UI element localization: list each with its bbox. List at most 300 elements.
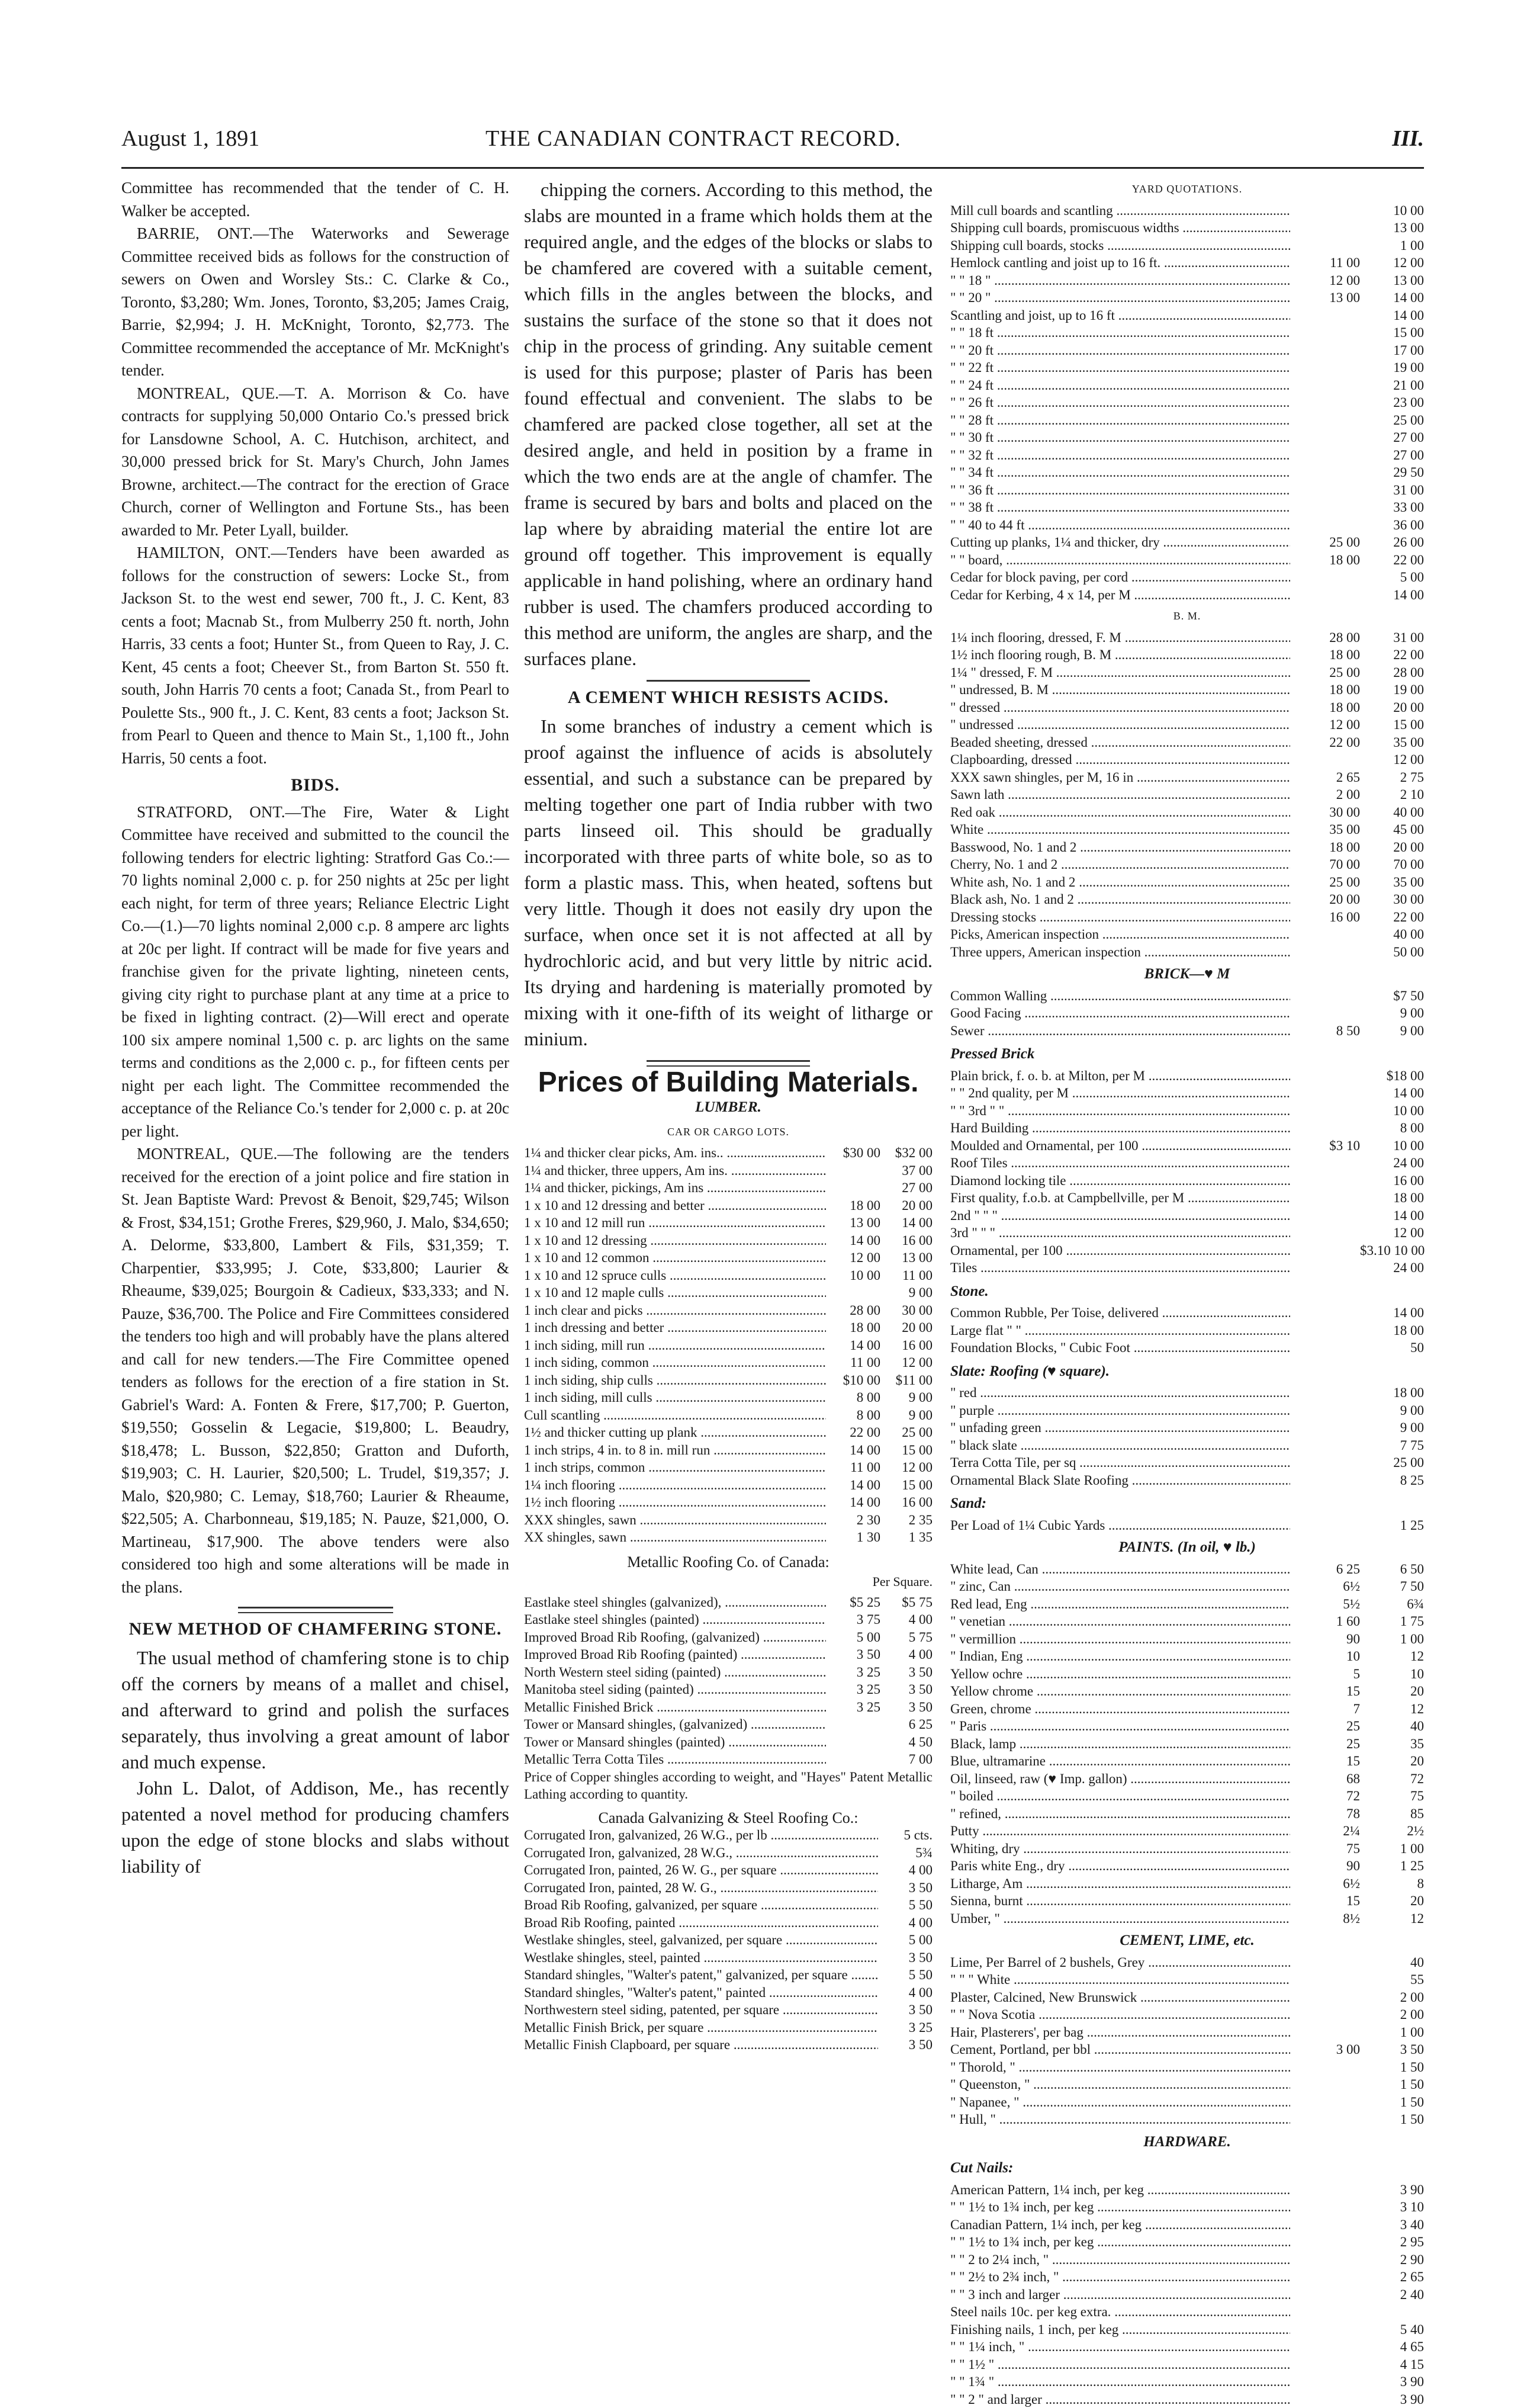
item-label: 1 inch dressing and better ..... <box>524 1319 826 1337</box>
price-high: 18 00 <box>1360 1322 1424 1340</box>
item-label: Moulded and Ornamental, per 100 ..... <box>950 1137 1290 1155</box>
article-paragraph: HAMILTON, ONT.—Tenders have been awarded as follows for the construction of sewers: Locke St., from Jackson St. to the west end sewer, 700 ft., J. C. Kent, 83 cents a foot; Macnab St., from Mulberry 250 ft. north, John Harris, 33 cents a foot; Hunter St., from Queen to Ray, J. C. Kent, 45 cents a foot; Cheever St., from Barton St. 550 ft. south, John Harris 70 cents a foot; Canada St., from Pearl to Poulette Sts., 900 ft., J. C. Kent, 83 cents a foot; Jackson St. from Pearl to Queen and thence to Main St., 1,100 ft., John Harris, 50 cents a foot. <box>121 541 509 769</box>
price-low: $3 10 <box>1290 1137 1360 1155</box>
price-low: 2¼ <box>1290 1822 1360 1840</box>
price-row <box>950 324 1424 342</box>
item-label: 1¼ and thicker clear picks, Am. ins.. ..... <box>524 1144 826 1162</box>
price-row <box>950 307 1424 325</box>
price-row <box>524 1389 933 1407</box>
price-row <box>524 1751 933 1768</box>
price-row <box>950 516 1424 534</box>
price-high: 8 00 <box>1360 1119 1424 1137</box>
galvanizing-price-list <box>524 1826 933 2054</box>
item-label: 1¼ and thicker, pickings, Am ins ..... <box>524 1179 826 1197</box>
item-label: 1 inch siding, mill run ..... <box>524 1337 826 1354</box>
price-row <box>950 1954 1424 1972</box>
item-label: XXX shingles, sawn ..... <box>524 1511 826 1529</box>
price-row <box>950 1989 1424 2006</box>
price-low: 28 00 <box>826 1302 880 1319</box>
price-low: 14 00 <box>826 1441 880 1459</box>
price-row <box>950 272 1424 290</box>
price-row <box>950 2286 1424 2304</box>
lumber-price-list <box>524 1144 933 1546</box>
price-row <box>950 856 1424 874</box>
price-row <box>950 1084 1424 1102</box>
price-low: 8 00 <box>826 1407 880 1424</box>
item-label: 1½ and thicker cutting up plank ..... <box>524 1424 826 1441</box>
price-row <box>950 2391 1424 2408</box>
price-low: 15 <box>1290 1892 1360 1910</box>
price-low: 18 00 <box>1290 699 1360 717</box>
price-high: 20 <box>1360 1683 1424 1700</box>
item-label: Picks, American inspection ..... <box>950 926 1290 943</box>
price-high: 27 00 <box>880 1179 933 1197</box>
price-row <box>950 1207 1424 1225</box>
price-high: 2 75 <box>1360 769 1424 786</box>
price-high: 7 75 <box>1360 1437 1424 1455</box>
item-label: Improved Broad Rib Roofing (painted) ..... <box>524 1646 826 1664</box>
price-low: $10 00 <box>826 1372 880 1389</box>
page-number: III. <box>1392 126 1424 152</box>
price-high: 1 50 <box>1360 2076 1424 2094</box>
price-row <box>524 1699 933 1716</box>
pressed-brick-heading: Pressed Brick <box>950 1043 1424 1066</box>
price-row <box>950 1910 1424 1928</box>
price-low: 10 <box>1290 1648 1360 1665</box>
item-label: " " 30 ft ..... <box>950 429 1290 447</box>
price-high: $11 00 <box>880 1372 933 1389</box>
item-label: " " 2½ to 2¾ inch, " ..... <box>950 2268 1290 2286</box>
price-low: 7 <box>1290 1700 1360 1718</box>
price-high: 22 00 <box>1360 646 1424 664</box>
article-paragraph: In some branches of industry a cement which is proof against the influence of acids is absolutely essential, and such a substance can be prepared by melting together one part of India rubber with two parts linseed oil. This should be gradually incorporated with three parts of white bole, so as to form a plastic mass. This, when heated, softens but very little. Though it does not easily dry upon the surface, when once set it is not affected at all by hydrochloric acid, and but very little by nitric acid. Its drying and hardening is materially promoted by mixing with it one-fifth of its weight of litharge or minium. <box>524 713 933 1052</box>
price-high: 15 00 <box>1360 716 1424 734</box>
price-high: 13 00 <box>1360 219 1424 237</box>
price-row <box>524 1424 933 1441</box>
price-low: 18 00 <box>1290 681 1360 699</box>
price-high: 6 50 <box>1360 1561 1424 1578</box>
item-label: White ..... <box>950 821 1290 839</box>
item-label: " " Nova Scotia ..... <box>950 2006 1290 2024</box>
price-row <box>524 1861 933 1879</box>
price-high: 5 75 <box>880 1629 933 1646</box>
price-low: 2 65 <box>1290 769 1360 786</box>
price-high: 3 50 <box>880 1664 933 1681</box>
price-high: 15 00 <box>1360 324 1424 342</box>
price-high: 29 50 <box>1360 464 1424 481</box>
price-row <box>524 2019 933 2037</box>
price-row <box>950 1613 1424 1630</box>
price-low: 3 25 <box>826 1699 880 1716</box>
price-low: 13 00 <box>826 1214 880 1232</box>
price-high: 5 50 <box>878 1896 933 1914</box>
price-row <box>950 1517 1424 1534</box>
price-row <box>524 1984 933 2002</box>
price-low: 25 <box>1290 1735 1360 1753</box>
price-row <box>950 1822 1424 1840</box>
price-high: 4 00 <box>878 1914 933 1932</box>
item-label: North Western steel siding (painted) ..... <box>524 1664 826 1681</box>
cut-nails-heading: Cut Nails: <box>950 2157 1424 2180</box>
price-high: 10 00 <box>1360 202 1424 220</box>
item-label: 1¼ and thicker, three uppers, Am ins. ..... <box>524 1162 826 1180</box>
price-low: 28 00 <box>1290 629 1360 647</box>
price-high: 20 00 <box>1360 839 1424 856</box>
item-label: 1 x 10 and 12 dressing and better ..... <box>524 1197 826 1215</box>
price-row <box>950 786 1424 804</box>
price-row <box>950 2373 1424 2391</box>
price-high: 13 00 <box>880 1249 933 1267</box>
item-label: Corrugated Iron, galvanized, 28 W.G., ..... <box>524 1844 878 1862</box>
price-row <box>950 1454 1424 1472</box>
section-divider <box>647 680 810 682</box>
item-label: " " " White ..... <box>950 1971 1290 1989</box>
price-row <box>524 1302 933 1319</box>
item-label: " Paris ..... <box>950 1717 1290 1735</box>
price-high: 4 00 <box>878 1984 933 2002</box>
price-row <box>524 1896 933 1914</box>
price-row <box>950 586 1424 604</box>
item-label: Three uppers, American inspection ..... <box>950 943 1290 961</box>
price-low: 90 <box>1290 1630 1360 1648</box>
item-label: Sewer ..... <box>950 1022 1290 1040</box>
item-label: Red lead, Eng ..... <box>950 1595 1290 1613</box>
item-label: " zinc, Can ..... <box>950 1578 1290 1595</box>
price-high: 9 00 <box>1360 1022 1424 1040</box>
price-row <box>950 821 1424 839</box>
price-high: 50 00 <box>1360 943 1424 961</box>
price-high: 4 50 <box>880 1733 933 1751</box>
item-label: " " 18 ft ..... <box>950 324 1290 342</box>
item-label: " " 24 ft ..... <box>950 377 1290 394</box>
price-row <box>950 891 1424 908</box>
price-high: $18 00 <box>1360 1067 1424 1085</box>
slate-heading: Slate: Roofing (♥ square). <box>950 1360 1424 1383</box>
price-row <box>950 2041 1424 2059</box>
item-label: Westlake shingles, steel, galvanized, per square ..... <box>524 1931 878 1949</box>
price-low: 2 00 <box>1290 786 1360 804</box>
price-high: 17 00 <box>1360 342 1424 359</box>
price-high: 1 00 <box>1360 2024 1424 2041</box>
price-high: 3 50 <box>878 2001 933 2019</box>
price-row <box>950 1595 1424 1613</box>
price-row <box>524 1629 933 1646</box>
price-row <box>950 2321 1424 2339</box>
yard-heading: YARD QUOTATIONS. <box>950 178 1424 201</box>
item-label: Shipping cull boards, stocks ..... <box>950 237 1290 255</box>
price-low: 8½ <box>1290 1910 1360 1928</box>
header-rule <box>121 167 1424 169</box>
price-high: 20 00 <box>1360 699 1424 717</box>
item-label: Improved Broad Rib Roofing, (galvanized) ..... <box>524 1629 826 1646</box>
price-high: 40 00 <box>1360 804 1424 821</box>
price-high: 14 00 <box>1360 1084 1424 1102</box>
price-high: 16 00 <box>1360 1172 1424 1190</box>
price-row <box>950 2356 1424 2374</box>
price-row <box>950 2268 1424 2286</box>
price-high: 15 00 <box>880 1476 933 1494</box>
item-label: " " 2 " and larger ..... <box>950 2391 1290 2408</box>
price-low: 5½ <box>1290 1595 1360 1613</box>
item-label: " Napanee, " ..... <box>950 2094 1290 2111</box>
price-low: 72 <box>1290 1787 1360 1805</box>
price-high: 5 40 <box>1360 2321 1424 2339</box>
item-label: Broad Rib Roofing, painted ..... <box>524 1914 878 1932</box>
price-high: $5 75 <box>880 1594 933 1611</box>
item-label: Plain brick, f. o. b. at Milton, per M ..... <box>950 1067 1290 1085</box>
price-high: 14 00 <box>1360 1207 1424 1225</box>
price-high: 19 00 <box>1360 359 1424 377</box>
price-row <box>524 1232 933 1250</box>
article-paragraph: The usual method of chamfering stone is to chip off the corners by means of a mallet and chisel, and afterward to grind and polish the surfaces separately, thus involving a great amount of labor and much expense. <box>121 1645 509 1775</box>
metallic-unit: Per Square. <box>524 1571 933 1594</box>
price-row <box>950 377 1424 394</box>
item-label: " Thorold, " ..... <box>950 2059 1290 2076</box>
price-row <box>950 1787 1424 1805</box>
price-high: 4 65 <box>1360 2338 1424 2356</box>
price-high: 55 <box>1360 1971 1424 1989</box>
price-high: 16 00 <box>880 1232 933 1250</box>
price-row <box>524 1284 933 1302</box>
item-label: 1 x 10 and 12 maple culls ..... <box>524 1284 826 1302</box>
price-low: 12 00 <box>1290 716 1360 734</box>
item-label: XXX sawn shingles, per M, 16 in ..... <box>950 769 1290 786</box>
price-low: 12 00 <box>826 1249 880 1267</box>
price-high: 2 00 <box>1360 1989 1424 2006</box>
price-high: 3 50 <box>878 1949 933 1967</box>
price-low: 15 <box>1290 1752 1360 1770</box>
item-label: 1 inch siding, ship culls ..... <box>524 1372 826 1389</box>
item-label: Broad Rib Roofing, galvanized, per square ..... <box>524 1896 878 1914</box>
item-label: 1¼ " dressed, F. M ..... <box>950 664 1290 682</box>
price-low: 25 00 <box>1290 664 1360 682</box>
prices-heading: Prices of Building Materials. <box>524 1071 933 1094</box>
price-high: 28 00 <box>1360 664 1424 682</box>
price-high: 8 25 <box>1360 1472 1424 1489</box>
price-high: 14 00 <box>1360 1304 1424 1322</box>
price-low: 3 25 <box>826 1681 880 1699</box>
price-row <box>950 1735 1424 1753</box>
metallic-note: Price of Copper shingles according to weight, and "Hayes" Patent Metallic Lathing according to quantity. <box>524 1768 933 1803</box>
price-high: 18 00 <box>1360 1384 1424 1402</box>
item-label: Metallic Finish Clapboard, per square ..... <box>524 2036 878 2054</box>
column-right <box>950 176 1424 2408</box>
price-high: 35 00 <box>1360 734 1424 752</box>
price-high: 2 90 <box>1360 2251 1424 2269</box>
item-label: Finishing nails, 1 inch, per keg ..... <box>950 2321 1290 2339</box>
price-row <box>950 716 1424 734</box>
price-row <box>524 1594 933 1611</box>
item-label: Umber, " ..... <box>950 1910 1290 1928</box>
bm-price-list <box>950 629 1424 961</box>
price-row <box>950 804 1424 821</box>
price-row <box>524 1494 933 1511</box>
sand-price-list <box>950 1517 1424 1534</box>
price-row <box>524 1459 933 1476</box>
item-label: " " board, ..... <box>950 551 1290 569</box>
page-header <box>121 126 1424 161</box>
price-low: 6½ <box>1290 1578 1360 1595</box>
price-row <box>950 908 1424 926</box>
price-low: $30 00 <box>826 1144 880 1162</box>
item-label: Steel nails 10c. per keg extra. ..... <box>950 2303 1290 2321</box>
price-high: 72 <box>1360 1770 1424 1788</box>
price-high: 12 00 <box>880 1354 933 1372</box>
price-row <box>524 1681 933 1699</box>
cut-nails-price-list <box>950 2181 1424 2408</box>
stone-price-list <box>950 1304 1424 1357</box>
price-high: 1 25 <box>1360 1517 1424 1534</box>
article-paragraph: John L. Dalot, of Addison, Me., has recently patented a novel method for producing chamfers upon the edge of stone blocks and slabs without liability of <box>121 1775 509 1879</box>
item-label: " " 3rd " " ..... <box>950 1102 1290 1120</box>
price-high: 12 00 <box>1360 751 1424 769</box>
item-label: Common Rubble, Per Toise, delivered ..... <box>950 1304 1290 1322</box>
price-high: 16 00 <box>880 1494 933 1511</box>
price-high: 36 00 <box>1360 516 1424 534</box>
price-row <box>950 202 1424 220</box>
price-row <box>950 2198 1424 2216</box>
price-high: 9 00 <box>880 1284 933 1302</box>
price-row <box>950 569 1424 586</box>
price-row <box>950 1683 1424 1700</box>
price-row <box>950 2181 1424 2199</box>
galvanizing-heading: Canada Galvanizing & Steel Roofing Co.: <box>524 1809 933 1827</box>
paints-heading: PAINTS. (In oil, ♥ lb.) <box>950 1536 1424 1559</box>
price-row <box>950 1875 1424 1893</box>
price-high: 3 50 <box>1360 2041 1424 2059</box>
article-paragraph: MONTREAL, QUE.—T. A. Morrison & Co. have contracts for supplying 50,000 Ontario Co.'s pressed brick for Lansdowne School, A. C. Hutchison, architect, and 30,000 pressed brick for St. Mary's Church, John James Browne, architect.—The contract for the erection of Grace Church, corner of Wellington and Fortune Sts., has been awarded to Mr. Peter Lyall, builder. <box>121 382 509 542</box>
price-row <box>950 1717 1424 1735</box>
price-low: 78 <box>1290 1805 1360 1823</box>
article-paragraph: BARRIE, ONT.—The Waterworks and Sewerage Committee received bids as follows for the construction of sewers on Owen and Worsley Sts.: C. Clarke & Co., Toronto, $3,280; Wm. Jones, Toronto, $3,205; James Craig, Barrie, $2,994; J. H. McKnight, Toronto, $2,773. The Committee recommended the acceptance of Mr. McKnight's tender. <box>121 222 509 382</box>
price-low: 18 00 <box>826 1319 880 1337</box>
price-row <box>950 1857 1424 1875</box>
price-row <box>950 394 1424 412</box>
item-label: Putty ..... <box>950 1822 1290 1840</box>
price-high: 10 00 <box>1360 1137 1424 1155</box>
price-row <box>950 874 1424 891</box>
price-high: 2 00 <box>1360 2006 1424 2024</box>
section-divider <box>647 1060 810 1067</box>
price-high: 1 75 <box>1360 1613 1424 1630</box>
item-label: 1¼ inch flooring ..... <box>524 1476 826 1494</box>
item-label: " " 40 to 44 ft ..... <box>950 516 1290 534</box>
item-label: 1 x 10 and 12 common ..... <box>524 1249 826 1267</box>
item-label: 1¼ inch flooring, dressed, F. M ..... <box>950 629 1290 647</box>
item-label: " " 34 ft ..... <box>950 464 1290 481</box>
item-label: Corrugated Iron, painted, 28 W. G., ..... <box>524 1879 878 1897</box>
price-high: 1 00 <box>1360 1840 1424 1858</box>
item-label: Cull scantling ..... <box>524 1407 826 1424</box>
price-row <box>950 1752 1424 1770</box>
price-high: $3.10 10 00 <box>1360 1242 1424 1260</box>
item-label: Dressing stocks ..... <box>950 908 1290 926</box>
price-row <box>524 1879 933 1897</box>
article-paragraph: chipping the corners. According to this method, the slabs are mounted in a frame which holds them at the required angle, and the edges of the blocks or slabs to be chamfered are covered with a suitable cement, which fills in the angles between the blocks, and sustains the surface of the stone so that it does not chip in the process of grinding. Any suitable cement is used for this purpose; plaster of Paris has been found effectual and convenient. The slabs to be chamfered are packed close together, all set at the desired angle, and held in position by a frame in which the two ends are at the angle of chamfer. The frame is secured by bars and bolts and placed on the lap where by abraiding material the entire lot are ground off together. This improvement is equally applicable in hand polishing, where an ordinary hand rubber is used. The chamfers produced according to this method are uniform, the angles are sharp, and the surfaces plane. <box>524 176 933 672</box>
price-row <box>950 1339 1424 1357</box>
price-low: 16 00 <box>1290 908 1360 926</box>
item-label: " " 20 " ..... <box>950 289 1290 307</box>
item-label: Beaded sheeting, dressed ..... <box>950 734 1290 752</box>
item-label: Scantling and joist, up to 16 ft ..... <box>950 307 1290 325</box>
price-low: $5 25 <box>826 1594 880 1611</box>
price-high: 12 00 <box>1360 254 1424 272</box>
item-label: 2nd " " " ..... <box>950 1207 1290 1225</box>
price-high: 10 <box>1360 1665 1424 1683</box>
price-high: 4 15 <box>1360 2356 1424 2374</box>
price-row <box>950 1304 1424 1322</box>
price-high: 35 00 <box>1360 874 1424 891</box>
price-row <box>524 1144 933 1162</box>
price-low: 2 30 <box>826 1511 880 1529</box>
price-low: 75 <box>1290 1840 1360 1858</box>
item-label: 1 x 10 and 12 mill run ..... <box>524 1214 826 1232</box>
sand-heading: Sand: <box>950 1492 1424 1516</box>
price-high: 5¾ <box>878 1844 933 1862</box>
item-label: " " 32 ft ..... <box>950 447 1290 464</box>
price-row <box>950 254 1424 272</box>
price-high: 4 00 <box>878 1861 933 1879</box>
price-high: 40 00 <box>1360 926 1424 943</box>
yard-price-list <box>950 202 1424 604</box>
price-row <box>950 1022 1424 1040</box>
item-label: 1½ inch flooring rough, B. M ..... <box>950 646 1290 664</box>
item-label: Corrugated Iron, galvanized, 26 W.G., per lb ..... <box>524 1826 878 1844</box>
price-row <box>950 1700 1424 1718</box>
price-high: 1 25 <box>1360 1857 1424 1875</box>
price-high: 40 <box>1360 1717 1424 1735</box>
section-heading-bids: BIDS. <box>121 774 509 797</box>
price-high: 10 00 <box>1360 1102 1424 1120</box>
item-label: Cedar for Kerbing, 4 x 14, per M ..... <box>950 586 1290 604</box>
price-low: 5 00 <box>826 1629 880 1646</box>
item-label: Yellow ochre ..... <box>950 1665 1290 1683</box>
price-low: 22 00 <box>826 1424 880 1441</box>
price-row <box>950 699 1424 717</box>
price-row <box>950 987 1424 1005</box>
price-row <box>950 664 1424 682</box>
item-label: Lime, Per Barrel of 2 bushels, Grey ..... <box>950 1954 1290 1972</box>
metallic-price-list <box>524 1594 933 1768</box>
price-row <box>950 1119 1424 1137</box>
price-row <box>950 447 1424 464</box>
item-label: " Hull, " ..... <box>950 2111 1290 2128</box>
item-label: Metallic Terra Cotta Tiles ..... <box>524 1751 826 1768</box>
article-paragraph: STRATFORD, ONT.—The Fire, Water & Light Committee have received and submitted to the council the following tenders for electric lighting: Stratford Gas Co.:—70 lights nominal 2,000 c. p. for 250 nights at 25c per light each night, for term of three years; Reliance Electric Light Co.—(1.)—70 lights nominal 2,000 c.p. 8 ampere arc lights at 20c per light. If contract will be made for five years and franchise given for the private lighting, nineteen cents, giving city right to purchase plant at any time at a price to be fixed in lighting contract. (2)—Will erect and operate 100 six ampere nominal 1,500 c. p. arc lights on the same terms and conditions as the 2,000 c. p., for fifteen cents per night per each light. The Committee recommended the acceptance of the Reliance Co.'s tender for 2,000 c. p. at 20c per light. <box>121 801 509 1143</box>
price-low: 25 00 <box>1290 534 1360 551</box>
item-label: 1 inch strips, common ..... <box>524 1459 826 1476</box>
price-low: 14 00 <box>826 1232 880 1250</box>
slate-price-list <box>950 1384 1424 1489</box>
price-row <box>950 2233 1424 2251</box>
item-label: Westlake shingles, steel, painted ..... <box>524 1949 878 1967</box>
price-row <box>524 1611 933 1629</box>
brick-price-list <box>950 987 1424 1040</box>
item-label: Litharge, Am ..... <box>950 1875 1290 1893</box>
price-low: 14 00 <box>826 1494 880 1511</box>
lumber-heading: LUMBER. <box>524 1096 933 1119</box>
pressed-brick-price-list <box>950 1067 1424 1277</box>
price-row <box>950 1067 1424 1085</box>
item-label: " dressed ..... <box>950 699 1290 717</box>
price-low: 15 <box>1290 1683 1360 1700</box>
price-low: 12 00 <box>1290 272 1360 290</box>
price-row <box>950 551 1424 569</box>
brick-heading: BRICK—♥ M <box>950 963 1424 986</box>
item-label: White ash, No. 1 and 2 ..... <box>950 874 1290 891</box>
item-label: " " 3 inch and larger ..... <box>950 2286 1290 2304</box>
price-high: 2 95 <box>1360 2233 1424 2251</box>
